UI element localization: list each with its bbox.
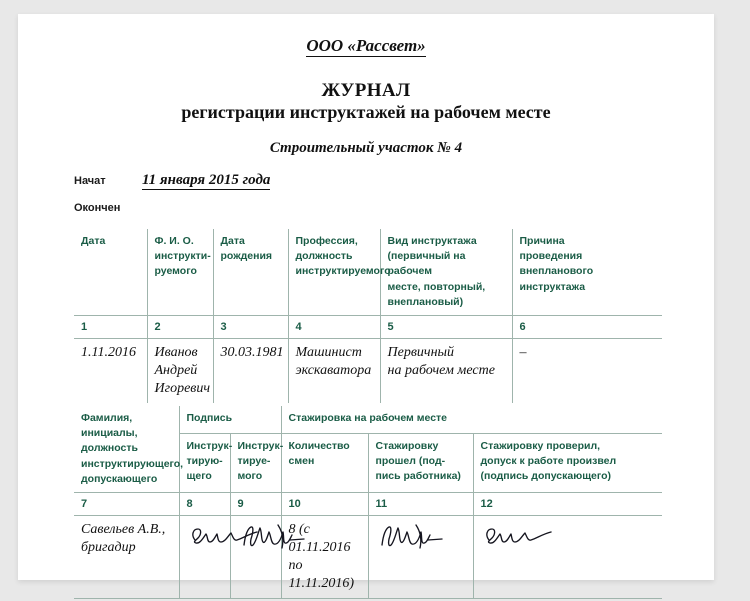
bot-hdr-col7-line-1: должность	[81, 442, 138, 455]
colnum-4: 4	[288, 316, 380, 339]
colnum-9: 9	[230, 493, 281, 516]
bot-row0-cell-4	[376, 521, 466, 551]
hdr-line-2-1: рождения	[220, 250, 273, 263]
header-cell-instruction-type	[380, 229, 512, 316]
organization-name-text: ООО «Рассвет»	[306, 36, 426, 55]
bot-sub-line-3-2: пись работника)	[375, 469, 461, 482]
hdr-line-3-0: Профессия,	[295, 235, 358, 247]
cell-line-1-0: Иванов	[154, 345, 198, 361]
row0-cell-4	[388, 344, 505, 380]
bot-row0-cell-0	[81, 521, 172, 557]
document-sheet	[18, 14, 714, 591]
colnum-5: 5	[380, 316, 512, 339]
bot-row0-cell-2	[238, 521, 274, 551]
bot-sub-line-1-0: Инструк-	[237, 439, 284, 452]
row0-cell-5	[520, 344, 656, 362]
bot-cell-line-0-0: Савельев А.В.,	[81, 522, 166, 538]
started-value-text: 11 января 2015 года	[142, 172, 271, 188]
bot-sub-line-0-0: Инструк-	[186, 439, 233, 452]
subheader-cell-internship-verified	[473, 433, 662, 493]
row0-cell-1	[154, 344, 211, 398]
organization-name	[18, 36, 714, 56]
started-label: Начат	[74, 175, 106, 187]
bot-row0-cell-5	[481, 521, 656, 551]
colnum-10: 10	[281, 493, 368, 516]
colnum-1: 1	[74, 316, 147, 339]
bot-sub-line-3-1: прошел (под-	[375, 454, 446, 467]
hdr-lines-5	[520, 234, 656, 295]
header-cell-signature-group	[179, 406, 281, 433]
row0-cell-0	[81, 344, 140, 362]
cell-birthdate	[213, 339, 288, 403]
header-cell-fullname	[147, 229, 213, 316]
table-row	[74, 339, 662, 403]
bot-sub-line-0-1: тирую-	[186, 454, 223, 467]
cell-line-4-0: Первичный	[387, 345, 455, 361]
colnum-11: 11	[368, 493, 473, 516]
cell-internship-verified	[473, 516, 662, 599]
bot-hdr-col7-line-2: инструктирующего,	[81, 457, 184, 470]
started-value	[142, 172, 270, 189]
finished-label: Окончен	[74, 202, 121, 214]
hdr-line-4-2: месте, повторный,	[387, 280, 486, 293]
bot-sub-line-1-2: мого	[237, 469, 263, 482]
hdr-line-4-0: Вид инструктажа	[387, 235, 477, 247]
header-cell-instructor	[74, 406, 184, 493]
hdr-line-1-2: руемого	[154, 265, 197, 278]
signature-ivanov-icon	[376, 521, 466, 551]
document-title-line2: регистрации инструктажей на рабочем месте	[181, 102, 551, 122]
bot-row0-cell-3	[289, 521, 361, 593]
hdr-line-1-1: инструкти-	[154, 250, 211, 263]
cell-instruction-type	[380, 339, 512, 403]
journal-page	[18, 14, 714, 591]
row0-cell-3	[296, 344, 373, 380]
signature-ivanov-icon	[238, 521, 274, 551]
subheader-cell-internship-passed	[368, 433, 473, 493]
bot-hdr-sig-line-0: Подпись	[186, 412, 233, 424]
bot-sub-line-3-0: Стажировку	[375, 439, 439, 452]
cell-line-1-1: Андрей	[154, 363, 198, 378]
hdr-lines-3	[295, 234, 391, 280]
cell-line-3-0: Машинист	[295, 345, 362, 361]
hdr-lines-1	[154, 234, 211, 280]
cell-trainee-signature	[230, 516, 281, 599]
bot-cell-line-0-1: бригадир	[81, 540, 136, 555]
cell-instructor	[74, 516, 179, 599]
hdr-line-5-3: инструктажа	[519, 280, 586, 293]
bot-sub-2	[289, 439, 361, 469]
bot-sub-0	[186, 439, 233, 485]
bot-sub-line-2-0: Количество смен	[288, 439, 350, 467]
table-row	[74, 516, 662, 599]
bot-row0-cell-1	[187, 521, 223, 551]
bot-cell-line-3-0: 8 (с 01.11.2016	[288, 522, 351, 555]
hdr-line-3-2: инструктируемого	[295, 265, 391, 278]
row0-cell-2	[220, 344, 284, 362]
bot-sub-line-4-2: (подпись допускающего)	[480, 469, 612, 482]
hdr-line-2-0: Дата	[220, 235, 245, 247]
hdr-line-0-0: Дата	[81, 235, 106, 247]
cell-internship-passed	[368, 516, 473, 599]
header-cell-internship-group	[281, 406, 662, 433]
cell-line-4-1: на рабочем месте	[387, 363, 495, 378]
hdr-line-5-1: проведения	[519, 250, 583, 263]
colnum-2: 2	[147, 316, 213, 339]
bot-cell-line-3-1: по 11.11.2016)	[288, 557, 355, 591]
colnum-6: 6	[512, 316, 662, 339]
bot-hdr-signature	[187, 411, 274, 426]
internship-register-table	[74, 406, 662, 599]
cell-reason	[512, 339, 662, 403]
bot-sub-line-4-1: допуск к работе произвел	[480, 454, 617, 467]
table-header-row	[74, 229, 662, 316]
cell-instructor-signature	[179, 516, 230, 599]
cell-line-5-0: –	[519, 345, 527, 361]
signature-savelev-icon	[481, 521, 656, 551]
document-subtitle: Строительный участок № 4	[269, 140, 463, 156]
hdr-lines-4	[388, 234, 505, 310]
subheader-cell-trainee-signature	[230, 433, 284, 493]
instruction-register-table	[74, 229, 662, 403]
bot-sub-line-1-1: тируе-	[237, 454, 271, 467]
hdr-line-4-3: внеплановый)	[387, 295, 464, 308]
cell-line-3-1: экскаватора	[295, 363, 372, 378]
cell-line-2-0: 30.03.1981	[220, 345, 284, 361]
cell-line-1-2: Игоревич	[154, 380, 211, 396]
bot-sub-1	[237, 439, 284, 485]
hdr-lines-2	[221, 234, 281, 264]
bot-sub-line-4-0: Стажировку проверил,	[480, 439, 601, 452]
bot-hdr-col7	[81, 411, 184, 487]
bot-sub-4	[481, 439, 656, 485]
colnum-12: 12	[473, 493, 662, 516]
table-column-number-row	[74, 493, 662, 516]
document-title-line1: ЖУРНАЛ	[321, 80, 411, 101]
header-cell-profession	[288, 229, 391, 316]
hdr-line-3-1: должность	[295, 250, 353, 263]
header-cell-reason	[512, 229, 662, 316]
table-group-header-row	[74, 406, 662, 433]
cell-profession	[288, 339, 380, 403]
hdr-line-1-0: Ф. И. О.	[154, 235, 194, 247]
colnum-8: 8	[179, 493, 230, 516]
header-cell-date	[74, 229, 147, 316]
bot-sub-3	[376, 439, 466, 485]
table-column-number-row	[74, 316, 662, 339]
header-cell-birthdate	[213, 229, 288, 316]
hdr-lines-0	[81, 234, 140, 249]
hdr-line-4-1: (первичный на рабочем	[387, 250, 466, 278]
signature-savelev-icon	[187, 521, 223, 551]
subheader-cell-instructor-signature	[179, 433, 233, 493]
subheader-cell-shift-count	[281, 433, 368, 493]
bot-hdr-internship	[289, 411, 656, 426]
hdr-line-5-0: Причина	[519, 235, 565, 247]
bot-hdr-col7-line-0: Фамилия, инициалы,	[81, 412, 138, 440]
cell-date	[74, 339, 147, 403]
colnum-7: 7	[74, 493, 179, 516]
cell-line-0-0: 1.11.2016	[81, 345, 136, 361]
cell-fullname	[147, 339, 213, 403]
colnum-3: 3	[213, 316, 288, 339]
hdr-line-5-2: внепланового	[519, 265, 594, 278]
bot-hdr-int-line-0: Стажировка на рабочем месте	[288, 412, 448, 424]
cell-shift-count	[281, 516, 368, 599]
bot-hdr-col7-line-3: допускающего	[81, 472, 158, 485]
bot-sub-line-0-2: щего	[186, 469, 212, 482]
